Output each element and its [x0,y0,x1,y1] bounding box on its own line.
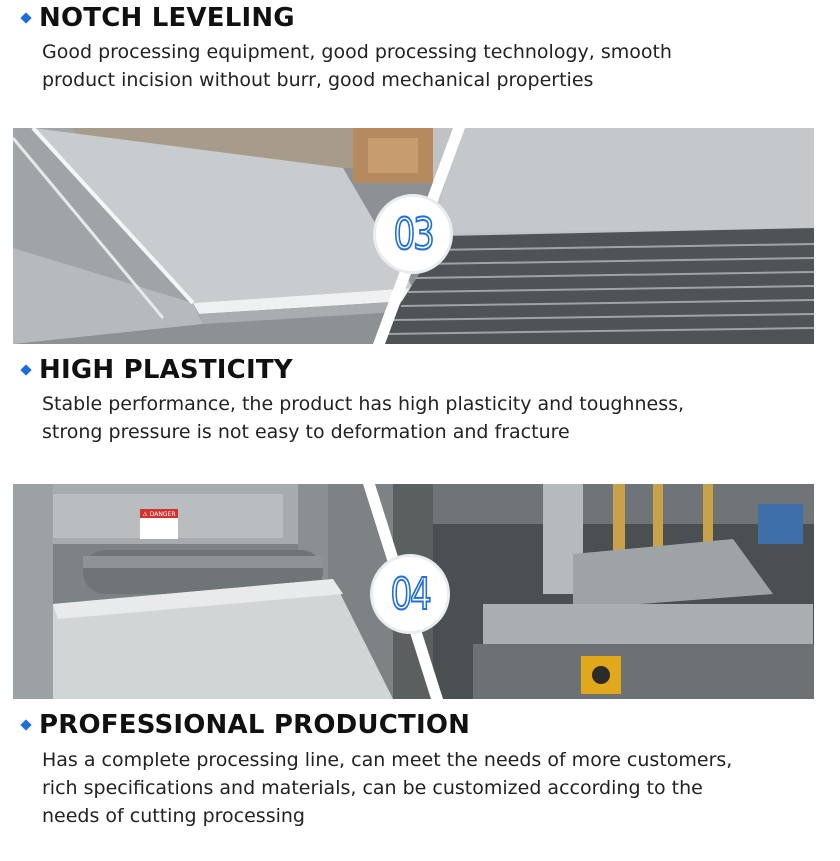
section-description [42,746,778,830]
section-heading-notch-leveling [22,3,295,33]
description-line: product incision without burr, good mechanical properties [42,69,594,91]
steel-plates-photo [13,128,814,344]
step-number-badge [370,554,450,634]
badge-number: 04 [390,568,430,620]
section-heading-professional-production [22,710,470,740]
section-description [42,38,778,94]
diamond-bullet-icon [20,12,31,23]
section-description [42,390,778,446]
step-number-badge [373,194,453,274]
description-line: strong pressure is not easy to deformation and fracture [42,421,570,443]
diamond-bullet-icon [20,364,31,375]
description-line: Stable performance, the product has high plasticity and toughness, [42,393,685,415]
diamond-bullet-icon [20,719,31,730]
section-title: NOTCH LEVELING [39,3,295,33]
badge-number: 03 [393,208,433,260]
description-line: needs of cutting processing [42,805,305,827]
warning-label-text: ⚠ DANGER [142,511,176,518]
section-title: PROFESSIONAL PRODUCTION [39,710,471,740]
section-heading-high-plasticity [22,355,293,385]
description-line: rich specifications and materials, can be customized according to the [42,777,703,799]
description-line: Good processing equipment, good processing technology, smooth [42,41,672,63]
description-line: Has a complete processing line, can meet the needs of more customers, [42,749,733,771]
leveling-machine-photo [13,484,814,699]
section-title: HIGH PLASTICITY [39,355,293,385]
